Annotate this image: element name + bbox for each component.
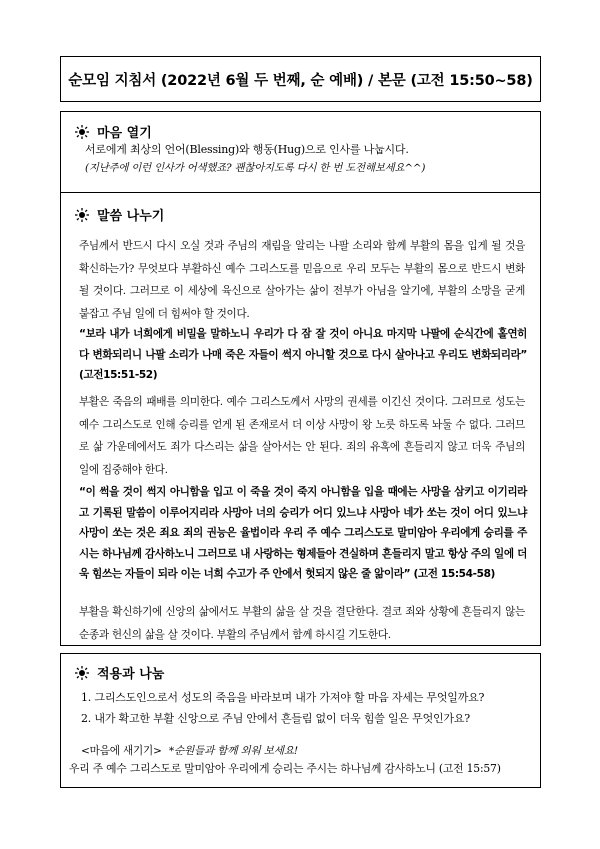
memorize-verse: 우리 주 예수 그리스도로 말미암아 우리에게 승리는 주시는 하나님께 감사하노니 (고전 15:57) (69, 762, 501, 775)
memorize-line (81, 741, 298, 761)
section-apply-heading (75, 663, 164, 682)
section-open-title: 마음 열기 (97, 126, 152, 141)
question-1: 1. 그리스도인으로서 성도의 죽음을 바라보며 내가 가져야 할 마음 자세는 무엇일까요? (81, 691, 485, 704)
sermon-paragraph-3: 부활을 확신하기에 신앙의 삶에서도 부활의 삶을 살 것을 결단한다. 결코 죄와 상황에 흔들리지 않는 순종과 헌신의 삶을 살 것이다. 부활의 주님께서 함께 하시길 기도한다. (79, 606, 525, 641)
question-2: 2. 내가 확고한 부활 신앙으로 주님 안에서 흔들림 없이 더욱 힘쓸 일은 무엇인가요? (81, 712, 470, 725)
greeting-note: (지난주에 이런 인사가 어색했죠? 괜찮아지도록 다시 한 번 도전해보세요^^) (85, 162, 426, 174)
title-box (60, 56, 541, 102)
scripture-quote-2: “이 썩을 것이 썩지 아니함을 입고 이 죽을 것이 죽지 아니함을 입을 때에는 사망을 삼키고 이기리라고 기록된 말씀이 이루어지리라 사망아 너의 승리가 어디 있느냐 사망아 네가 쏘는 것이 어디 있느냐 사망이 쏘는 것은 죄요 죄의 권능은 율법이라 우리 주 예수 그리스도로 말미암아 우리에게 승리를 주시는 하나님께 감사하노니 그러므로 내 사랑하는 형제들아 견실하며 흔들리지 말고 항상 주의 일에 더욱 힘쓰는 자들이 되라 이는 너희 수고가 주 안에서 헛되지 않은 줄 앎이라” (고전 15:54-58) (79, 486, 527, 580)
section-apply-title: 적용과 나눔 (97, 667, 165, 682)
section-word-title: 말씀 나누기 (97, 209, 165, 224)
section-word-heading (75, 205, 164, 224)
memorize-label: <마음에 새기기> (81, 745, 162, 757)
scripture-quote-1: “보라 내가 너희에게 비밀을 말하노니 우리가 다 잠 잘 것이 아니요 마지막 나팔에 순식간에 홀연히 다 변화되리니 나팔 소리가 나매 죽은 자들이 썩지 아니할 것으로 다시 살아나고 우리도 변화되리라” (고전15:51-52) (79, 328, 527, 381)
sermon-paragraph-2: 부활은 죽음의 패배를 의미한다. 예수 그리스도께서 사망의 권세를 이긴신 것이다. 그러므로 성도는 예수 그리스도로 인해 승리를 얻게 된 존재로서 더 이상 사망이 왕 노릇 하도록 놔둘 수 없다. 그러므로 삶 가운데에서도 죄가 다스리는 삶을 살아서는 안 된다. 죄의 유혹에 흔들리지 않고 더욱 주님의 일에 집중해야 한다. (79, 396, 525, 476)
sun-icon (75, 125, 89, 139)
main-section-box (60, 111, 541, 646)
greeting-instruction: 서로에게 최상의 언어(Blessing)와 행동(Hug)으로 인사를 나눕시다. (85, 143, 409, 156)
sermon-paragraph-1: 주님께서 반드시 다시 오실 것과 주님의 재림을 알리는 나팔 소리와 함께 부활의 몸을 입게 될 것을 확신하는가? 무엇보다 부활하신 예수 그리스도를 믿음으로 우리 모두는 부활의 몸으로 반드시 변화될 것이다. 그러므로 이 세상에 육신으로 살아가는 삶이 전부가 아님을 알기에, 부활의 소망을 굳게 붙잡고 주님 일에 더 힘써야 할 것이다. (79, 240, 525, 320)
apply-section-box (60, 653, 541, 788)
memorize-note: *순원들과 함께 외워 보세요! (168, 745, 298, 757)
section-divider (61, 192, 540, 193)
section-open-heading (75, 122, 152, 141)
sun-icon (75, 208, 89, 222)
sun-icon (75, 666, 89, 680)
page-title: 순모임 지침서 (2022년 6월 두 번째, 순 예배) / 본문 (고전 15:50~58) (68, 72, 533, 89)
